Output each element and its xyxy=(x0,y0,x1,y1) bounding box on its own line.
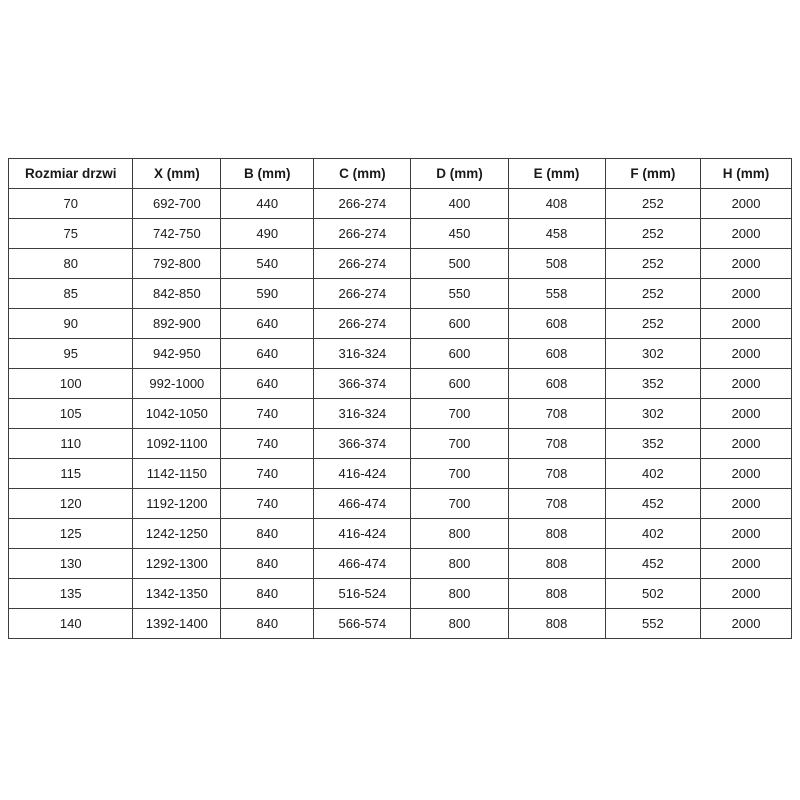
table-body xyxy=(9,189,792,639)
table-cell: 2000 xyxy=(701,579,792,609)
column-header: D (mm) xyxy=(411,159,508,189)
table-cell: 252 xyxy=(605,309,701,339)
table-cell: 266-274 xyxy=(314,219,411,249)
table-row xyxy=(9,399,792,429)
table-cell: 2000 xyxy=(701,309,792,339)
table-cell: 266-274 xyxy=(314,189,411,219)
table-cell: 252 xyxy=(605,279,701,309)
table-cell: 808 xyxy=(508,609,605,639)
table-cell: 640 xyxy=(221,369,314,399)
table-cell: 608 xyxy=(508,309,605,339)
table-cell: 490 xyxy=(221,219,314,249)
table-cell: 552 xyxy=(605,609,701,639)
table-cell: 416-424 xyxy=(314,459,411,489)
table-cell: 800 xyxy=(411,519,508,549)
table-cell: 2000 xyxy=(701,369,792,399)
column-header: C (mm) xyxy=(314,159,411,189)
table-cell: 842-850 xyxy=(133,279,221,309)
table-cell: 1392-1400 xyxy=(133,609,221,639)
table-cell: 115 xyxy=(9,459,133,489)
table-cell: 740 xyxy=(221,459,314,489)
table-row xyxy=(9,579,792,609)
table-cell: 110 xyxy=(9,429,133,459)
table-cell: 566-574 xyxy=(314,609,411,639)
table-cell: 1092-1100 xyxy=(133,429,221,459)
table-cell: 1292-1300 xyxy=(133,549,221,579)
table-cell: 440 xyxy=(221,189,314,219)
table-cell: 466-474 xyxy=(314,489,411,519)
column-header: F (mm) xyxy=(605,159,701,189)
table-cell: 840 xyxy=(221,549,314,579)
table-cell: 942-950 xyxy=(133,339,221,369)
table-row xyxy=(9,279,792,309)
table-cell: 85 xyxy=(9,279,133,309)
table-cell: 120 xyxy=(9,489,133,519)
table-cell: 316-324 xyxy=(314,339,411,369)
door-size-table xyxy=(8,158,792,639)
header-row xyxy=(9,159,792,189)
table-cell: 600 xyxy=(411,339,508,369)
table-cell: 708 xyxy=(508,489,605,519)
table-cell: 892-900 xyxy=(133,309,221,339)
table-cell: 266-274 xyxy=(314,249,411,279)
table-cell: 1142-1150 xyxy=(133,459,221,489)
table-cell: 252 xyxy=(605,219,701,249)
table-cell: 450 xyxy=(411,219,508,249)
table-cell: 840 xyxy=(221,519,314,549)
table-cell: 608 xyxy=(508,339,605,369)
table-row xyxy=(9,309,792,339)
table-cell: 590 xyxy=(221,279,314,309)
table-cell: 466-474 xyxy=(314,549,411,579)
table-cell: 75 xyxy=(9,219,133,249)
table-cell: 740 xyxy=(221,489,314,519)
table-cell: 808 xyxy=(508,549,605,579)
table-cell: 600 xyxy=(411,309,508,339)
table-row xyxy=(9,429,792,459)
table-cell: 992-1000 xyxy=(133,369,221,399)
table-cell: 540 xyxy=(221,249,314,279)
table-cell: 508 xyxy=(508,249,605,279)
table-cell: 2000 xyxy=(701,219,792,249)
table-cell: 1192-1200 xyxy=(133,489,221,519)
table-cell: 516-524 xyxy=(314,579,411,609)
table-cell: 366-374 xyxy=(314,369,411,399)
table-row xyxy=(9,549,792,579)
table-cell: 808 xyxy=(508,519,605,549)
table-cell: 402 xyxy=(605,519,701,549)
table-cell: 140 xyxy=(9,609,133,639)
table-cell: 2000 xyxy=(701,189,792,219)
table-cell: 700 xyxy=(411,459,508,489)
table-cell: 2000 xyxy=(701,489,792,519)
table-cell: 2000 xyxy=(701,519,792,549)
table-cell: 352 xyxy=(605,369,701,399)
column-header: B (mm) xyxy=(221,159,314,189)
table-cell: 452 xyxy=(605,489,701,519)
table-cell: 266-274 xyxy=(314,279,411,309)
table-cell: 742-750 xyxy=(133,219,221,249)
table-cell: 550 xyxy=(411,279,508,309)
table-cell: 502 xyxy=(605,579,701,609)
table-row xyxy=(9,489,792,519)
table-cell: 100 xyxy=(9,369,133,399)
table-cell: 708 xyxy=(508,399,605,429)
table-cell: 640 xyxy=(221,309,314,339)
table-cell: 416-424 xyxy=(314,519,411,549)
table-cell: 80 xyxy=(9,249,133,279)
table-cell: 400 xyxy=(411,189,508,219)
table-cell: 500 xyxy=(411,249,508,279)
table-cell: 366-374 xyxy=(314,429,411,459)
table-cell: 700 xyxy=(411,429,508,459)
column-header: H (mm) xyxy=(701,159,792,189)
table-cell: 2000 xyxy=(701,459,792,489)
table-cell: 408 xyxy=(508,189,605,219)
table-row xyxy=(9,219,792,249)
table-row xyxy=(9,369,792,399)
table-cell: 840 xyxy=(221,579,314,609)
table-row xyxy=(9,339,792,369)
table-cell: 105 xyxy=(9,399,133,429)
table-cell: 316-324 xyxy=(314,399,411,429)
table-cell: 135 xyxy=(9,579,133,609)
table-cell: 1342-1350 xyxy=(133,579,221,609)
table-cell: 700 xyxy=(411,399,508,429)
table-cell: 740 xyxy=(221,399,314,429)
table-cell: 2000 xyxy=(701,609,792,639)
table-cell: 600 xyxy=(411,369,508,399)
table-cell: 2000 xyxy=(701,339,792,369)
table-cell: 302 xyxy=(605,339,701,369)
table-row xyxy=(9,189,792,219)
table-cell: 90 xyxy=(9,309,133,339)
table-cell: 2000 xyxy=(701,429,792,459)
table-cell: 95 xyxy=(9,339,133,369)
table-cell: 352 xyxy=(605,429,701,459)
table-cell: 808 xyxy=(508,579,605,609)
table-cell: 800 xyxy=(411,579,508,609)
table-cell: 125 xyxy=(9,519,133,549)
table-cell: 266-274 xyxy=(314,309,411,339)
table-cell: 1242-1250 xyxy=(133,519,221,549)
table-cell: 792-800 xyxy=(133,249,221,279)
table-cell: 708 xyxy=(508,459,605,489)
table-cell: 692-700 xyxy=(133,189,221,219)
column-header: X (mm) xyxy=(133,159,221,189)
table-cell: 402 xyxy=(605,459,701,489)
table-cell: 2000 xyxy=(701,549,792,579)
table-cell: 640 xyxy=(221,339,314,369)
door-size-table-container xyxy=(8,158,792,639)
column-header: Rozmiar drzwi xyxy=(9,159,133,189)
table-row xyxy=(9,459,792,489)
table-cell: 252 xyxy=(605,189,701,219)
table-cell: 708 xyxy=(508,429,605,459)
table-row xyxy=(9,609,792,639)
table-cell: 840 xyxy=(221,609,314,639)
table-cell: 700 xyxy=(411,489,508,519)
column-header: E (mm) xyxy=(508,159,605,189)
table-cell: 558 xyxy=(508,279,605,309)
table-cell: 252 xyxy=(605,249,701,279)
table-cell: 740 xyxy=(221,429,314,459)
table-cell: 2000 xyxy=(701,399,792,429)
table-row xyxy=(9,249,792,279)
table-cell: 302 xyxy=(605,399,701,429)
table-row xyxy=(9,519,792,549)
table-cell: 458 xyxy=(508,219,605,249)
table-cell: 1042-1050 xyxy=(133,399,221,429)
table-cell: 2000 xyxy=(701,249,792,279)
table-cell: 2000 xyxy=(701,279,792,309)
table-cell: 70 xyxy=(9,189,133,219)
table-cell: 800 xyxy=(411,549,508,579)
table-cell: 452 xyxy=(605,549,701,579)
table-cell: 800 xyxy=(411,609,508,639)
table-cell: 130 xyxy=(9,549,133,579)
table-cell: 608 xyxy=(508,369,605,399)
